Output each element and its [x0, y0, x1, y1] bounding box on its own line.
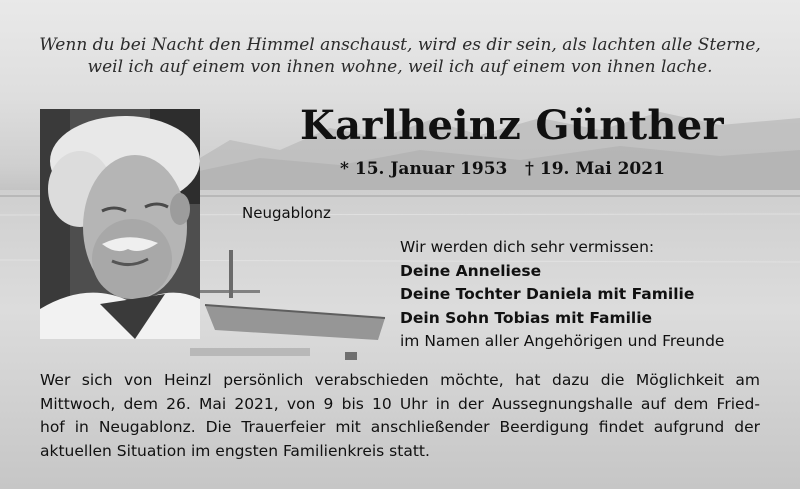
death-date: 19. Mai 2021: [539, 159, 665, 179]
death-cross-icon: †: [525, 159, 534, 179]
mourners-intro: Wir werden dich sehr vermissen:: [400, 238, 655, 256]
birth-date: 15. Januar 1953: [354, 159, 508, 179]
birth-date-group: [340, 158, 507, 180]
farewell-line: Wer sich von Heinzl persönlich verabschieden möchte, hat dazu die Möglichkeit am: [40, 371, 760, 389]
quote-line: weil ich auf einem von ihnen wohne, weil ich auf einem von ihnen lache.: [87, 57, 713, 77]
death-date-group: [525, 158, 665, 180]
mourner-name: Deine Anneliese: [400, 261, 542, 280]
farewell-announcement: [40, 369, 760, 463]
mourner-name: Deine Tochter Daniela mit Familie: [400, 285, 695, 303]
farewell-line: hof in Neugablonz. Die Trauerfeier mit anschließender Beerdigung findet aufgrund der: [40, 418, 760, 436]
quote-line: Wenn du bei Nacht den Himmel anschaust, wird es dir sein, als lachten alle Sterne,: [39, 35, 761, 55]
hometown: Neugablonz: [242, 204, 331, 222]
mourner-name: Dein Sohn Tobias mit Familie: [400, 308, 653, 327]
birth-star-icon: *: [340, 159, 349, 179]
mourners-block: [400, 236, 724, 354]
mourners-closing: im Namen aller Angehörigen und Freunde: [400, 332, 725, 350]
farewell-line: aktuellen Situation im engsten Familienkreis statt.: [40, 441, 430, 460]
memorial-quote: [0, 34, 800, 78]
farewell-line: Mittwoch, dem 26. Mai 2021, von 9 bis 10 Uhr in der Aussegnungshalle auf dem Fried-: [40, 394, 760, 413]
portrait-photo: [40, 109, 200, 339]
deceased-name: Karlheinz Günther: [300, 102, 724, 149]
portrait-image: [40, 109, 200, 339]
